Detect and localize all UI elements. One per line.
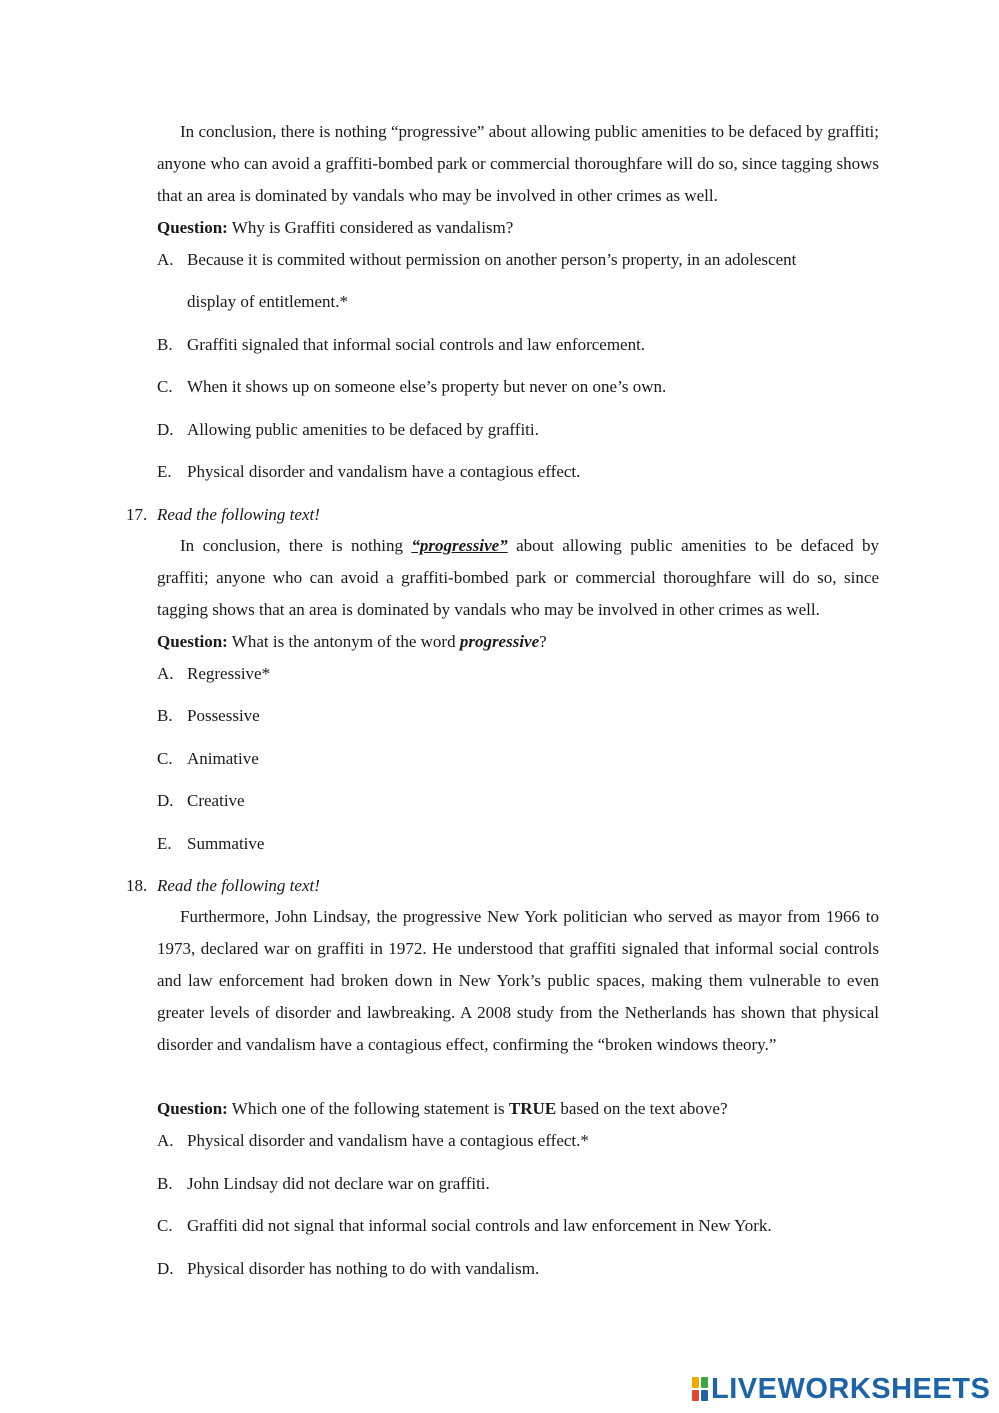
option-text: Summative [187, 834, 265, 853]
question-end: ? [539, 632, 547, 651]
option-b[interactable] [157, 1173, 490, 1195]
option-d[interactable] [157, 1258, 539, 1280]
question-label: Question: [157, 218, 228, 237]
option-text: Allowing public amenities to be defaced by graffiti. [187, 420, 539, 439]
option-text: Physical disorder and vandalism have a contagious effect. [187, 462, 581, 481]
question-line [157, 631, 547, 653]
option-e[interactable] [157, 833, 264, 855]
option-text-continuation: display of entitlement.* [187, 292, 348, 311]
option-b[interactable] [157, 705, 260, 727]
option-text: Because it is commited without permission on another person’s property, in an adolescent [187, 250, 797, 269]
option-text: John Lindsay did not declare war on graffiti. [187, 1174, 490, 1193]
option-b[interactable] [157, 334, 645, 356]
option-letter: D. [157, 1259, 174, 1278]
option-letter: E. [157, 462, 172, 481]
option-text: Creative [187, 791, 245, 810]
logo-tile [692, 1390, 699, 1401]
option-letter: A. [157, 664, 174, 683]
option-letter: C. [157, 749, 173, 768]
option-text: Physical disorder and vandalism have a contagious effect.* [187, 1131, 589, 1150]
question-17-header [126, 504, 320, 526]
option-text: Possessive [187, 706, 260, 725]
question-18-header [126, 875, 320, 897]
option-c[interactable] [157, 1215, 772, 1237]
option-c[interactable] [157, 376, 666, 398]
option-a-continuation [187, 291, 348, 313]
passage-paragraph: In conclusion, there is nothing “progressive” about allowing public amenities to be defaced by graffiti; anyone who can avoid a graffiti-bombed park or commercial thoroughfare will do so, since tagging shows that an area is dominated by vandals who may be involved in other crimes as well. [157, 122, 879, 205]
option-text: Graffiti did not signal that informal social controls and law enforcement in New York. [187, 1216, 772, 1235]
option-letter: E. [157, 834, 172, 853]
option-d[interactable] [157, 790, 245, 812]
question-text: Why is Graffiti considered as vandalism? [227, 218, 514, 237]
option-a[interactable] [157, 663, 270, 685]
option-letter: D. [157, 791, 174, 810]
option-text: Physical disorder has nothing to do with vandalism. [187, 1259, 540, 1278]
option-letter: C. [157, 1216, 173, 1235]
option-text: Graffiti signaled that informal social controls and law enforcement. [187, 335, 646, 354]
highlighted-word: “progressive” [411, 536, 508, 555]
question-number: 18. [126, 876, 148, 895]
question-instruction: Read the following text! [157, 876, 320, 895]
option-text: Regressive* [187, 664, 271, 683]
option-a[interactable] [157, 249, 796, 271]
option-d[interactable] [157, 419, 539, 441]
liveworksheets-logo [691, 1374, 990, 1404]
option-text: When it shows up on someone else’s property but never on one’s own. [187, 377, 667, 396]
option-a[interactable] [157, 1130, 589, 1152]
question-label: Question: [157, 632, 228, 651]
option-letter: A. [157, 1131, 174, 1150]
option-letter: B. [157, 335, 173, 354]
option-text: Animative [187, 749, 259, 768]
question-keyword: progressive [459, 632, 540, 651]
option-letter: B. [157, 706, 173, 725]
passage-paragraph: Furthermore, John Lindsay, the progressive New York politician who served as mayor from 1966 to 1973, declared war on graffiti in 1972. He understood that graffiti signaled that informal social controls and law enforcement had broken down in New York’s public spaces, making them vulnerable to even greater levels of disorder and lawbreaking. A 2008 study from the Netherlands has shown that physical disorder and vandalism have a contagious effect, confirming the “broken windows theory.” [157, 907, 879, 1054]
option-letter: D. [157, 420, 174, 439]
logo-tile [701, 1377, 708, 1388]
option-letter: A. [157, 250, 174, 269]
question-text: What is the antonym of the word [227, 632, 460, 651]
logo-tile [701, 1390, 708, 1401]
question-end: based on the text above? [556, 1099, 728, 1118]
question-text: Which one of the following statement is [227, 1099, 509, 1118]
passage-paragraph [157, 530, 879, 626]
option-letter: C. [157, 377, 173, 396]
question-number: 17. [126, 505, 148, 524]
liveworksheets-logo-icon [691, 1376, 709, 1402]
logo-text: LIVEWORKSHEETS [711, 1372, 991, 1405]
question-keyword: TRUE [508, 1099, 557, 1118]
option-e[interactable] [157, 461, 580, 483]
question-line [157, 1098, 728, 1120]
question-label: Question: [157, 1099, 228, 1118]
logo-tile [692, 1377, 699, 1388]
question-instruction: Read the following text! [157, 505, 320, 524]
passage-text: about allowing public amenities to be defaced by graffiti; anyone who can avoid a graffiti-bombed park or commercial thoroughfare will do so, since tagging shows that an area is dominated by vandals who may be involved in other crimes as well. [157, 536, 879, 619]
passage-text: In conclusion, there is nothing [180, 536, 412, 555]
option-letter: B. [157, 1174, 173, 1193]
option-c[interactable] [157, 748, 259, 770]
question-line [157, 217, 513, 239]
